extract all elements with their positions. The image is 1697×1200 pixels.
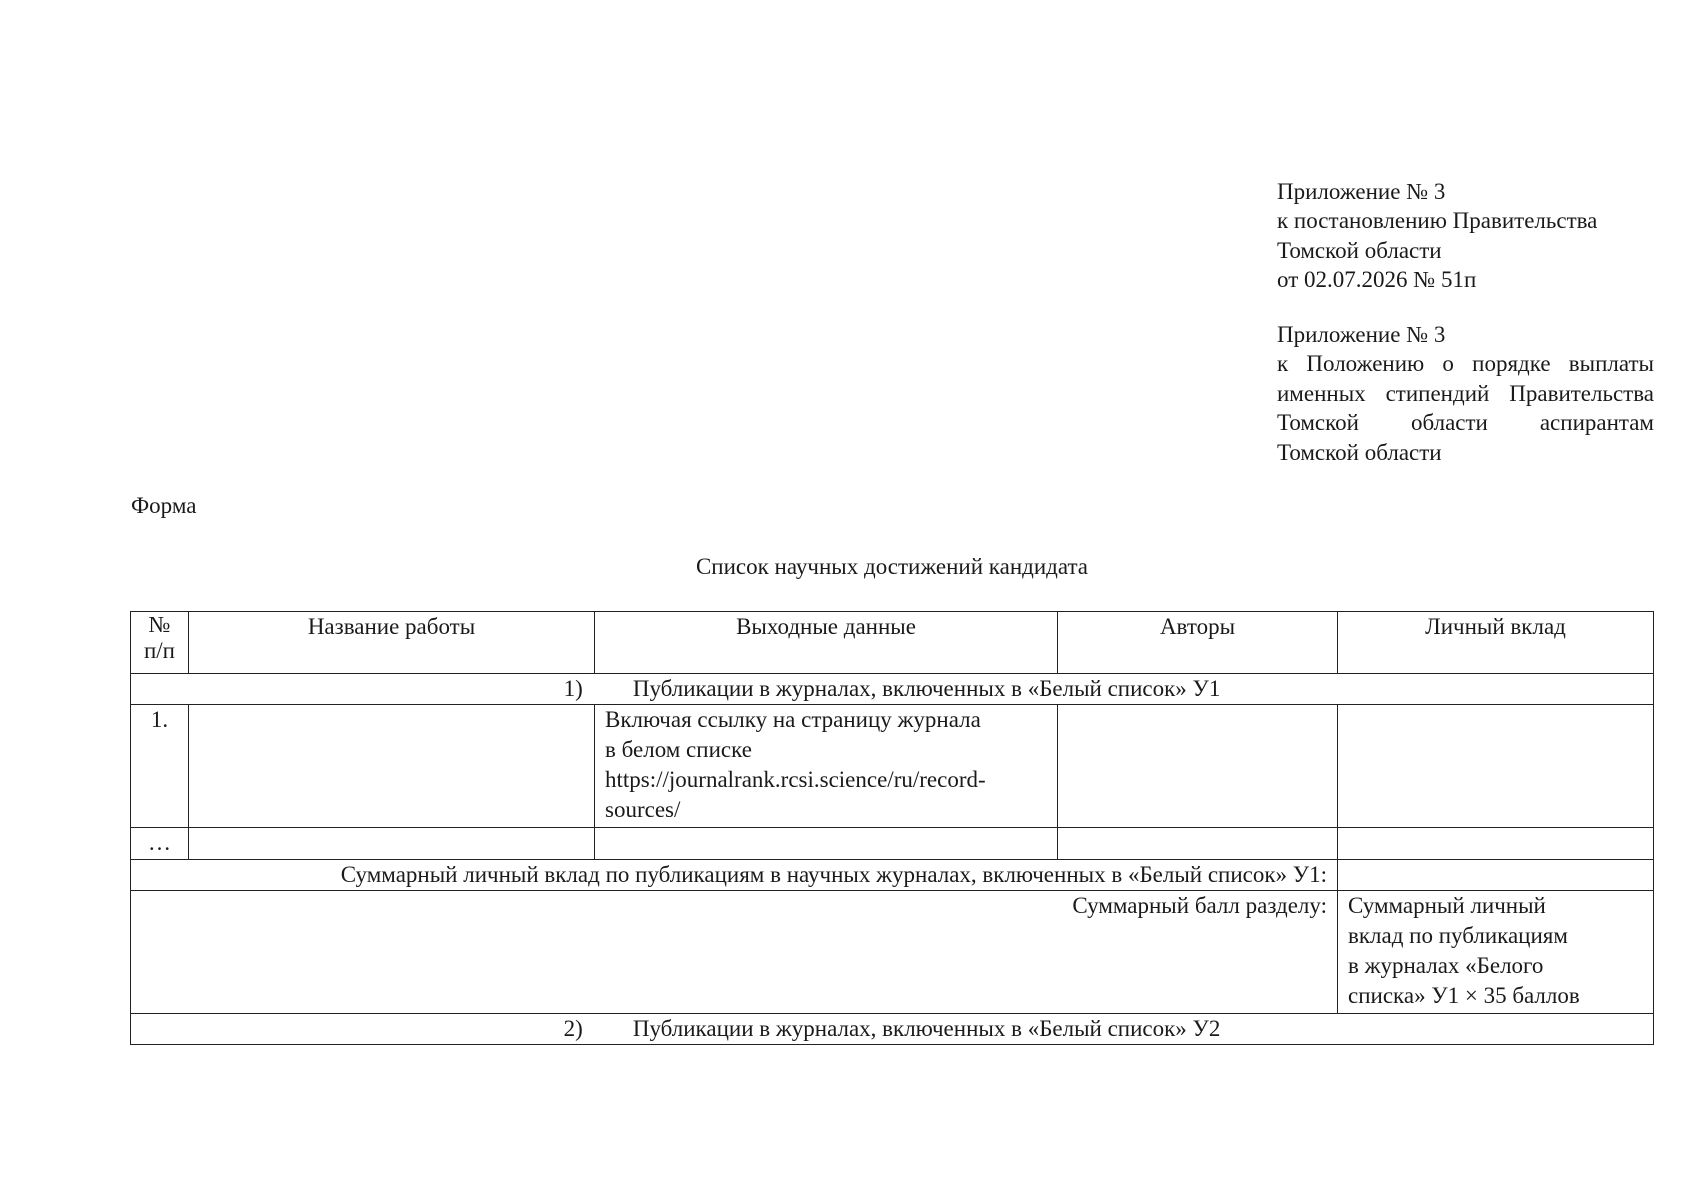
appendix-line: к Положению о порядке выплаты — [1277, 351, 1654, 377]
output-data-cell — [595, 705, 1058, 828]
score-formula-line: вклад по публикациям — [1348, 923, 1568, 948]
output-data-cell — [595, 828, 1058, 860]
output-data-line: Включая ссылку на страницу журнала — [605, 707, 981, 732]
sum-contribution-row — [131, 860, 1654, 891]
section-score-formula-cell — [1338, 891, 1654, 1014]
section-row — [131, 1014, 1654, 1045]
header-output-data: Выходные данные — [595, 612, 1058, 674]
appendix-block-resolution — [1277, 177, 1654, 295]
table-row — [131, 828, 1654, 860]
header-number — [131, 612, 189, 674]
section-index: 2) — [563, 1016, 583, 1041]
form-label: Форма — [131, 493, 197, 518]
appendix-block-regulation — [1277, 320, 1654, 467]
header-work-name: Название работы — [189, 612, 595, 674]
contribution-cell — [1338, 828, 1654, 860]
appendix-line: к постановлению Правительства — [1277, 208, 1598, 234]
section-title: Публикации в журналах, включенных в «Белый список» У1 — [632, 676, 1221, 701]
score-formula-line: Суммарный личный — [1348, 893, 1546, 918]
table-header-row — [131, 612, 1654, 674]
row-number: … — [131, 828, 189, 860]
authors-cell — [1058, 705, 1338, 828]
sum-contribution-value-cell — [1338, 860, 1654, 891]
sum-contribution-label: Суммарный личный вклад по публикациям в научных журналах, включенных в «Белый список» У1: — [131, 860, 1338, 891]
contribution-cell — [1338, 705, 1654, 828]
section-heading-1 — [131, 674, 1654, 705]
section-heading-2 — [131, 1014, 1654, 1045]
score-formula-line: списка» У1 × 35 баллов — [1348, 983, 1580, 1008]
document-title: Список научных достижений кандидата — [695, 554, 1089, 579]
output-data-line: в белом списке — [605, 737, 752, 762]
appendix-line: Приложение № 3 — [1277, 322, 1446, 347]
table-row — [131, 705, 1654, 828]
header-number-line: № — [148, 612, 171, 637]
row-number: 1. — [131, 705, 189, 828]
score-row — [131, 891, 1654, 1014]
output-data-line: https://journalrank.rcsi.science/ru/record- — [605, 767, 986, 792]
header-number-line: п/п — [143, 638, 175, 663]
appendix-line: Приложение № 3 — [1277, 179, 1446, 204]
work-name-cell — [189, 828, 595, 860]
appendix-line: именных стипендий Правительства — [1277, 380, 1654, 406]
appendix-line: Томской области — [1277, 237, 1442, 263]
score-formula-line: в журналах «Белого — [1348, 953, 1544, 978]
authors-cell — [1058, 828, 1338, 860]
appendix-line: Томской области аспирантам — [1277, 410, 1654, 436]
header-personal-contribution: Личный вклад — [1338, 612, 1654, 674]
section-score-label: Суммарный балл разделу: — [131, 891, 1338, 1014]
section-row — [131, 674, 1654, 705]
appendix-line: от 02.07.2026 № 51п — [1277, 267, 1477, 293]
output-data-line: sources/ — [605, 797, 681, 822]
section-title: Публикации в журналах, включенных в «Белый список» У2 — [632, 1016, 1221, 1041]
work-name-cell — [189, 705, 595, 828]
section-index: 1) — [563, 676, 583, 701]
appendix-line: Томской области — [1277, 439, 1442, 465]
header-authors: Авторы — [1058, 612, 1338, 674]
achievements-table — [130, 611, 1654, 1045]
